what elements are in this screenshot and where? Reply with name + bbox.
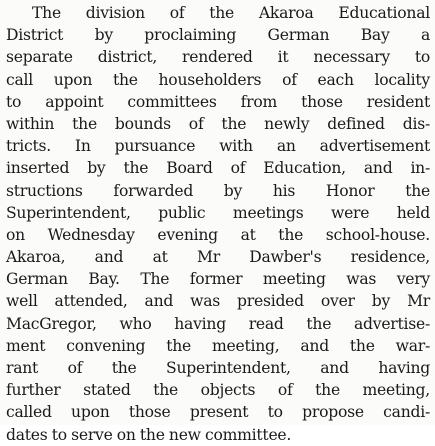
article-line: tricts. In pursuance with an advertisement [6,137,430,156]
article-line: The division of the Akaroa Educational [32,4,430,22]
article-line: within the bounds of the newly defined dis- [6,114,430,133]
article-line: dates to serve on the new committee. [6,425,292,444]
article-line: MacGregor, who having read the advertise- [6,314,430,333]
article-line: District by proclaiming German Bay a [6,26,430,45]
article-line: inserted by the Board of Education, and in- [6,159,430,178]
article-line: to appoint committees from those resident [6,92,430,111]
article-text [6,2,430,446]
article-line: call upon the householders of each locality [6,70,430,89]
article-line: German Bay. The former meeting was very [6,270,430,289]
article-line: rant of the Superintendent, and having [6,359,430,377]
article-line: further stated the objects of the meeting, [6,381,430,400]
article-line: structions forwarded by his Honor the [6,181,430,200]
article-line: Superintendent, public meetings were held [6,203,430,222]
article-line: Akaroa, and at Mr Dawber's residence, [6,248,430,267]
article-line: on Wednesday evening at the school-house. [6,225,430,244]
article-line: ment convening the meeting, and the war- [6,336,430,355]
article-line: separate district, rendered it necessary to [6,48,430,67]
article-line: well attended, and was presided over by Mr [6,292,430,311]
article-line: called upon those present to propose candi- [6,403,430,422]
